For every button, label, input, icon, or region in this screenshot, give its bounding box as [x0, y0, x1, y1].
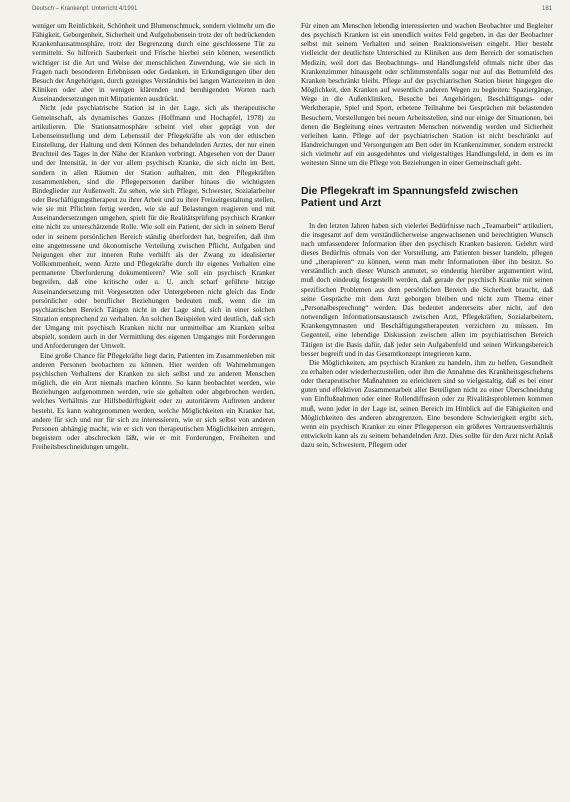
journal-citation: Deutsch – Krankenpf. Unterricht 4/1991 — [32, 6, 138, 12]
paragraph: Für einen am Menschen lebendig interessierten und wachen Beobachter und Begleiter des psychisch Kranken ist ein unendlich weites Feld gegeben, in das der Beobachter selbst mit seinem Verhalten und seinen Reaktionsweisen eingeht. Hier besteht vielleicht der deutlichste Unterschied zu Kliniken aus dem Bereich der somatischen Medizin, weil dort das Beobachtungs- und Handlungsfeld oftmals nicht über das Krankenzimmer hinausgeht oder schlimmstenfalls sogar nur auf das Bettumfeld des Kranken beschränkt bleibt. Pflege auf der psychiatrischen Station bietet hingegen die Möglichkeit, den Kranken auf wesentlich anderen Wegen zu begleiten: Spaziergänge, Wege in die Außenkliniken, Besuche bei Angehörigen, Beschäftigungs- oder Werktherapie, Spiel und Sport, erbetene Teilnahme bei Gesprächen mit belastenden Besuchern, Vorstellungen bei neuen Arbeitsstellen, sind nur einige der Situationen, bei denen die Begleitung eines vertrauten Menschen notwendig werden und Sicherheit verleihen kann. Pflege auf der psychiatrischen Station ist nicht beschränkt auf Handreichungen und Versorgungen am Bett oder im Krankenzimmer, sondern erstreckt sich vielmehr auf ein ausgedehntes und vielgestaltiges Handlungsfeld, in dem es im weitesten Sinne um die Pflege von Beziehungen in einer Gemeinschaft geht. — [301, 22, 553, 168]
paragraph: Die Möglichkeiten, am psychisch Kranken zu handeln, ihm zu helfen, Gesundheit zu erhalten oder wiederherzustellen, oder ihm die Annahme des Krankheitsgeschehens oder therapeutischer Maßnahmen zu erleichtern sind so vielgestaltig, daß es bei einer guten und effektiven Zusammenarbeit aller Beteiligten nicht zu einer Überschneidung von Einflußnahmen oder einer Rollendiffusion oder zu Rivalitätsproblemen kommen muß, wenn jeder in der Lage ist, seinen Bereich im Hinblick auf die Fähigkeiten und Möglichkeiten des anderen abzugrenzen. Eine besondere Schwierigkeit ergibt sich, wenn ein psychisch Kranker zu einer Pflegeperson ein größeres Vertrauensverhältnis entwickeln kann als zu seinem behandelnden Arzt. Dies sollte für den Arzt nicht Anlaß dazu sein, Schwestern, Pflegern oder — [301, 358, 553, 450]
paragraph: weniger um Reinlichkeit, Schönheit und Blumenschmuck, sondern vielmehr um die Fähigkeit, Geborgenheit, Sicherheit und Aufgehobensein trotz der oft bedrückenden Krankenhausatmosphäre, trotz der Begrenzung durch eine geschlossene Tür zu vermitteln. So hilfreich Sauberkeit und Frische hierbei sein können, wesentlich wichtiger ist die Art und Weise der menschlichen Zuwendung, wie sie sich in Fragen nach besonderen Erlebnissen oder Gedanken, in Erkundigungen über den Besuch der Angehörigen, durch gezeigtes Verständnis bei langen Wartezeiten in den Kliniken oder aber in wenigen klärenden und beruhigenden Worten nach Auseinandersetzungen mit Mitpatienten ausdrückt. — [32, 22, 275, 104]
right-column — [301, 22, 553, 788]
page-number: 181 — [541, 6, 552, 12]
running-header — [32, 6, 552, 18]
left-column — [32, 22, 275, 788]
paragraph: Eine große Chance für Pflegekräfte liegt darin, Patienten im Zusammenleben mit anderen Personen beobachten zu können. Hier werden oft Wahrnehmungen psychischen Verhaltens der Kranken zu sich selbst und zu anderen Menschen möglich, die ein Arzt niemals machen könnte. So kann beobachtet werden, wie Beziehungen aufgenommen werden, wie sie gehalten oder abgebrochen werden, welches Verhältnis zur Hilfsbedürftigkeit oder zu autoritärem Auftreten anderer besteht. Es kann wahrgenommen werden, welche Möglichkeiten ein Kranker hat, andere für sich und nur für sich zu interessieren, wie er sich selbst von anderen Personen abhängig macht, wie er sich von therapeutischen Möglichkeiten anregen, begeistern oder abschrecken läßt, wie er mit Forderungen, Freiheiten und Freiheitsbeschneidungen umgeht. — [32, 351, 275, 452]
paragraph: Nicht jede psychiatrische Station ist in der Lage, sich als therapeutische Gemeinschaft, als dynamisches Ganzes (Hoffmann und Hochapfel, 1978) zu artikulieren. Die Stationsatmosphäre scheint viel eher geprägt von der Lebenseinstellung und dem Lebensstil der Pflegekräfte als von der ethischen Einstellung, der Haltung und dem Können des behandelnden Arztes, der nur einen Bruchteil des Tages in der Nähe der Kranken verbringt. Abgesehen von der Dauer und der Intensität, in der vor allem psychisch Kranke, die sich nicht im Bett, sondern in allen Räumen der Station aufhalten, mit den Pflegekräften zusammenleben, sind die Pflegepersonen darüber hinaus die wichtigsten Bindeglieder zur Außenwelt. Zu sehen, wie sich Pfleger, Schwester, Sozialarbeiter oder Beschäftigungstherapeut zu ihrer Arbeit und zu ihrer Freizeitgestaltung stellen, wie sie mit Pflichten fertig werden, wie sie auf Belastungen reagieren und mit Auseinandersetzungen umgehen, spielt für die Realitätsprüfung psychisch Kranker eine nicht zu unterschätzende Rolle. Wie soll ein Patient, der sich in seinem Beruf oder in seinem persönlichen Bereich ständig überfordert hat, begreifen, daß ihm eine angemessene und ökonomische Verteilung zwischen Pflicht, Aufgaben und Neigungen eher zur inneren Ruhe verhilft als der Zwang zu idealisierter Vollkommenheit, wenn Ärzte und Pflegekräfte durch ihr eigenes Verhalten eine permanente Überforderung dokumentieren? Wie soll ein psychisch Kranker begreifen, daß eine kritische oder u. U. auch scharf geführte hitzige Auseinandersetzung mit Vorgesetzten oder Untergebenen nicht gleich das Ende persönlicher oder beruflicher Beziehungen bedeuten muß, wenn die im psychiatrischen Bereich Tätigen nicht in der Lage sind, sich in einer solchen Situation entsprechend zu verhalten. An solchen Beispielen wird deutlich, daß sich der Umgang mit psychisch Kranken nicht nur unmittelbar am Kranken selbst abspielt, sondern auch in der Vermittlung des eigenen Umganges mit Forderungen und Anforderungen der Umwelt. — [32, 104, 275, 351]
paragraph: In den letzten Jahren haben sich vielerlei Bedürfnisse nach „Teamarbeit“ artikuliert, die insgesamt auf dem verständlicherweise angewachsenen und berechtigten Wunsch nach umfassenderer Information über den psychisch Kranken basieren. Gelehrt wird dieses Bedürfnis oftmals von der Vorstellung, am Patienten besser handeln, pflegen und „therapieren“ zu können, wenn man mehr Informationen über ihn besitzt. So verständlich auch dieser Wunsch anmutet, so eindeutig hierüber argumentiert wird, muß doch eindeutig festgestellt werden, daß gerade der psychisch Kranke mit seinen spezifischen Problemen aus dem persönlichen Bereich die Sicherheit braucht, daß seine Gespräche mit dem Arzt geborgen bleiben und nicht zum Thema einer „Personalbesprechung“ werden. Das bedeutet andererseits aber nicht, auf den notwendigen Informationsaustausch zwischen Arzt, Pflegekräften, Sozialarbeitern, Krankengymnasten und Beschäftigungstherapeuten verzichten zu müssen. Im Gegenteil, eine lebendige Diskussion zwischen allen im psychiatrischen Bereich Tätigen ist die Basis dafür, daß jeder sein Aufgabenfeld und seinen Wirkungsbereich besser begreift und in das Gesamtkonzept integrieren kann. — [301, 221, 553, 358]
section-heading: Die Pflegekraft im Spannungsfeld zwischen Patient und Arzt — [301, 184, 519, 209]
